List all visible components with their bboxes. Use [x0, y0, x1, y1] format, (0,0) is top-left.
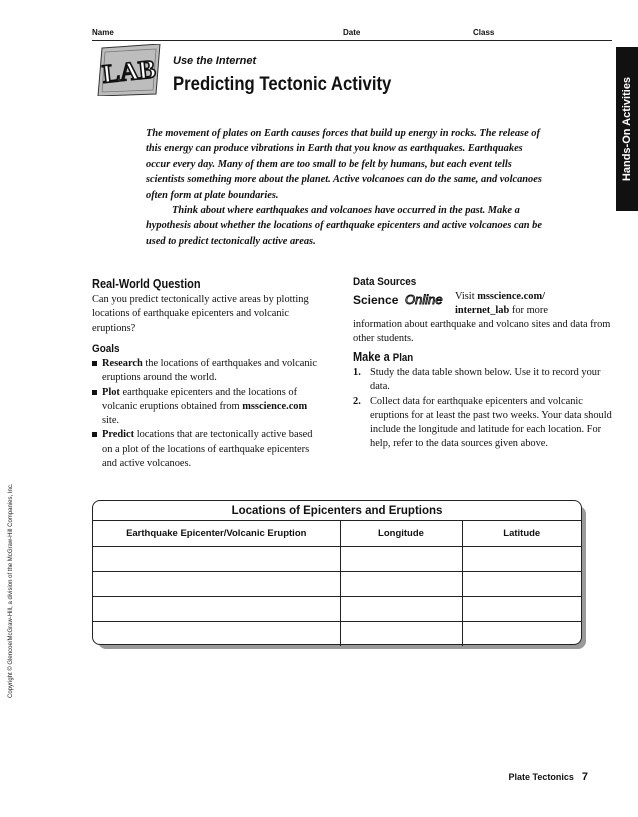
goals-section: [92, 343, 324, 471]
data-sources-heading: Data Sources: [353, 276, 417, 288]
table-cell[interactable]: [462, 622, 581, 647]
lab-logo-icon: [96, 44, 162, 96]
data-sources-rest: information about earthquake and volcano sites and data from other students.: [353, 319, 611, 345]
plan-step: 2. Collect data for earthquake epicenters and volcanic eruptions for at least the past two weeks. Your data should include the longitude and latitude for each location. For help, refer to the data sources given above.: [353, 395, 612, 450]
intro-text: [146, 126, 546, 249]
copyright-notice: Copyright © Glencoe/McGraw-Hill, a division of the McGraw-Hill Companies, Inc.: [8, 483, 14, 698]
intro-paragraph-1: The movement of plates on Earth causes forces that build up energy in rocks. The release of this energy can produce vibrations in Earth that you know as earthquakes. Earthquakes occur every day. Many of them are too small to be felt by humans, but each event tells scientists something more about the planet. Active volcanoes can do the same, and volcanoes often form at plate boundaries.: [146, 128, 542, 201]
real-world-section: [92, 277, 324, 336]
bullet-icon: [92, 390, 97, 395]
url-msscience[interactable]: msscience.com/: [477, 291, 545, 302]
table-cell[interactable]: [462, 597, 581, 622]
table-cell[interactable]: [93, 572, 340, 597]
table-cell[interactable]: [93, 547, 340, 572]
data-sources-section: [353, 276, 615, 288]
lab-logo-text: LAB: [100, 54, 158, 89]
bullet-icon: [92, 432, 97, 437]
table-row: [93, 547, 581, 572]
hands-on-activities-tab: [616, 47, 638, 211]
table-cell[interactable]: [340, 622, 462, 647]
url-internet-lab[interactable]: internet_lab: [455, 305, 510, 317]
table-title: Locations of Epicenters and Eruptions: [231, 505, 443, 517]
page-title: Predicting Tectonic Activity: [173, 74, 392, 95]
bullet-icon: [92, 361, 97, 366]
column-header: Earthquake Epicenter/Volcanic Eruption: [93, 521, 340, 547]
real-world-text: Can you predict tectonically active areas by plotting locations of earthquake epicenters and volcanic eruptions?: [92, 294, 309, 334]
plan-step: 1. Study the data table shown below. Use it to record your data.: [353, 367, 601, 393]
footer-book-title: Plate Tectonics: [508, 772, 574, 782]
table-cell[interactable]: [462, 547, 581, 572]
goals-heading: Goals: [92, 343, 120, 355]
name-label: Name: [92, 28, 114, 37]
table-cell[interactable]: [93, 597, 340, 622]
column-header: Latitude: [462, 521, 581, 547]
table-cell[interactable]: [340, 597, 462, 622]
goal-item: Research the locations of earthquakes and volcanic eruptions around the world.: [92, 357, 324, 386]
table-cell[interactable]: [462, 572, 581, 597]
make-plan-heading: Make a Plan: [353, 350, 414, 364]
real-world-heading: Real-World Question: [92, 277, 201, 291]
make-plan-section: [353, 350, 615, 452]
column-header: Longitude: [340, 521, 462, 547]
table-cell[interactable]: [340, 547, 462, 572]
page-footer: [509, 771, 588, 783]
table-row: [93, 572, 581, 597]
data-table-grid: [93, 521, 581, 646]
logo-online-text: Online: [405, 292, 443, 307]
table-cell[interactable]: [340, 572, 462, 597]
class-label: Class: [473, 28, 495, 37]
side-tab-label: Hands-On Activities: [621, 76, 633, 182]
intro-paragraph-2: Think about where earthquakes and volcanoes have occurred in the past. Make a hypothesis about whether the locations of earthquake epicenters and active volcanoes can be used to predict tectonically active areas.: [146, 205, 542, 247]
date-label: Date: [343, 28, 361, 37]
table-row: [93, 597, 581, 622]
logo-science-text: Science: [353, 293, 399, 307]
header-rule: [92, 40, 612, 41]
table-cell[interactable]: [93, 622, 340, 647]
goal-item: Predict locations that are tectonically active based on a plot of the locations of earthquake epicenters and active volcanoes.: [92, 428, 324, 471]
goal-item: Plot earthquake epicenters and the locations of volcanic eruptions obtained from msscience.com site.: [92, 386, 324, 429]
science-online-logo-icon: [353, 290, 453, 308]
page-number: 7: [581, 771, 588, 783]
data-sources-visit: Visit msscience.com/ internet_lab for more: [455, 291, 548, 317]
activity-kicker: Use the Internet: [173, 55, 257, 67]
table-row: [93, 622, 581, 647]
data-table: [92, 500, 586, 648]
